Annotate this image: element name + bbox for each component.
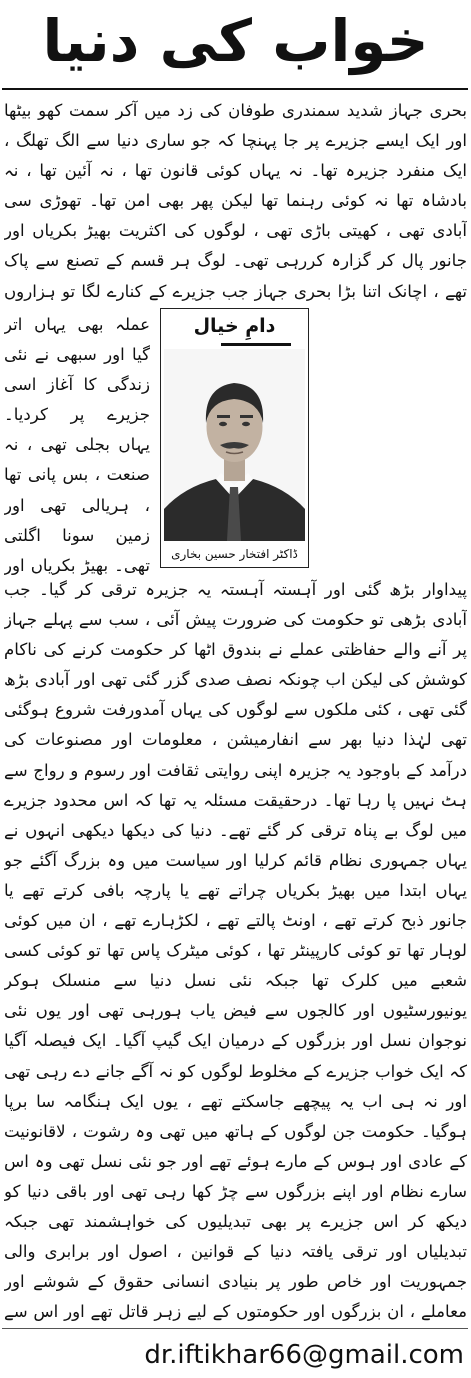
article-body-top [4, 96, 467, 311]
author-portrait [164, 349, 305, 541]
article-body-left [4, 310, 150, 575]
article-paragraph-top: بحری جہاز شدید سمندری طوفان کی زد میں آکر سمت کھو بیٹھا اور ایک ایسے جزیرے پر جا پہنچا کہ جو ساری دنیا سے الگ تھلگ ، ایک منفرد جزیرہ تھا۔ نہ یہاں کوئی قانون تھا ، نہ آئین تھا ، نہ بادشاہ تھا نہ کوئی رہنما تھا لیکن پھر بھی امن تھا۔ تھوڑی سی آبادی تھی ، کھیتی باڑی تھی ، لوگوں کی اکثریت بھیڑ بکریاں اور جانور پال کر گزارہ کررہی تھی۔ لوگ ہر قسم کے تصنع سے پاک تھے ، اچانک اتنا بڑا بحری جہاز جب جزیرے کے کنارے لگا تو ہزاروں [4, 101, 467, 301]
footer-divider [2, 1328, 468, 1329]
author-byline: ڈاکٹر افتخار حسین بخاری [171, 547, 298, 561]
column-header-box [160, 308, 309, 568]
headline-divider [2, 88, 468, 90]
column-name: دامِ خیال [193, 315, 276, 337]
headline: خواب کی دنیا [42, 7, 429, 75]
article-paragraph-bottom: پیداوار بڑھ گئی اور آہستہ آہستہ یہ جزیرہ ترقی کر گیا۔ جب آبادی بڑھی تو حکومت کی ضرورت پیش آئی ، سب سے پہلے جہاز پر آنے والے حفاظتی عملے نے بندوق اٹھا کر حکومت کرنے کی ناکام کوشش کی لیکن اب چونکہ نصف صدی گزر گئی تھی اور آبادی بڑھ گئی تھی ، کئی ملکوں سے لوگوں کی یہاں آمدورفت شروع ہوگئی تھی لہٰذا دنیا بھر سے انفارمیشن ، معلومات اور مصنوعات کی درآمد کے باوجود یہ جزیرہ اپنی روایتی ثقافت اور رسوم و رواج سے ہٹ نہیں پا رہا تھا۔ درحقیقت مسئلہ یہ تھا کہ اس محدود جزیرے میں لوگ بے پناہ ترقی کر گئے تھے۔ دنیا کی دیکھا دیکھی انہوں نے یہاں جمہوری نظام قائم کرلیا اور سیاست میں وہ بزرگ آگئے جو یہاں ابتدا میں بھیڑ بکریاں چراتے تھے یا پارچہ بافی کرتے تھے یا جانور ذبح کرتے تھے ، اونٹ پالتے تھے ، لکڑہارے تھے ، ان میں کوئی لوہار تھا تو کوئی کارپینٹر تھا ، کوئی میٹرک پاس تھا تو کوئی کسی شعبے میں کلرک تھا جبکہ نئی نسل دنیا سے منسلک ہوکر یونیورسٹیوں اور کالجوں سے فیض یاب ہورہی تھی اور یوں نئی نوجوان نسل اور بزرگوں کے درمیان ایک گیپ آگیا۔ ایک فیصلہ آگیا کہ ایک خواب جزیرے کے مخلوط لوگوں کو نہ آگے جانے دے رہی تھی اور نہ ہی اب یہ پیچھے جاسکتے تھے ، یوں ایک ہنگامہ سا برپا ہوگیا۔ حکومت جن لوگوں کے ہاتھ میں تھی وہ رشوت ، لاقانونیت کے عادی اور ہوس کے مارے ہوئے تھے اور جو نئی نسل تھی وہ اس سارے نظام اور اپنے بزرگوں سے چڑ کھا رہی تھی اور باقی دنیا کو دیکھ کر اس جزیرے پر بھی تبدیلیوں کی خواہشمند تھی جبکہ تبدیلیاں اور ترقی یافتہ دنیا کے قوانین ، اصول اور برابری والی جمہوریت اور خاص طور پر بنیادی انسانی حقوق کے شوشے اور معاملے ، ان بزرگوں اور حکومتوں کے لیے زہر قاتل تھے اور اس سے [4, 580, 467, 1322]
article-paragraph-left: عملہ بھی یہاں اتر گیا اور سبھی نے نئی زندگی کا آغاز اسی جزیرے پر کردیا۔ یہاں بجلی تھی ، نہ صنعت ، بس پانی تھا ، ہریالی تھی اور زمین سونا اگلتی تھی۔ بھیڑ بکریاں اور [4, 315, 150, 575]
column-name-underline [221, 343, 291, 346]
author-email: dr.iftikhar66@gmail.com [144, 1340, 464, 1370]
article-body-bottom [4, 575, 467, 1323]
